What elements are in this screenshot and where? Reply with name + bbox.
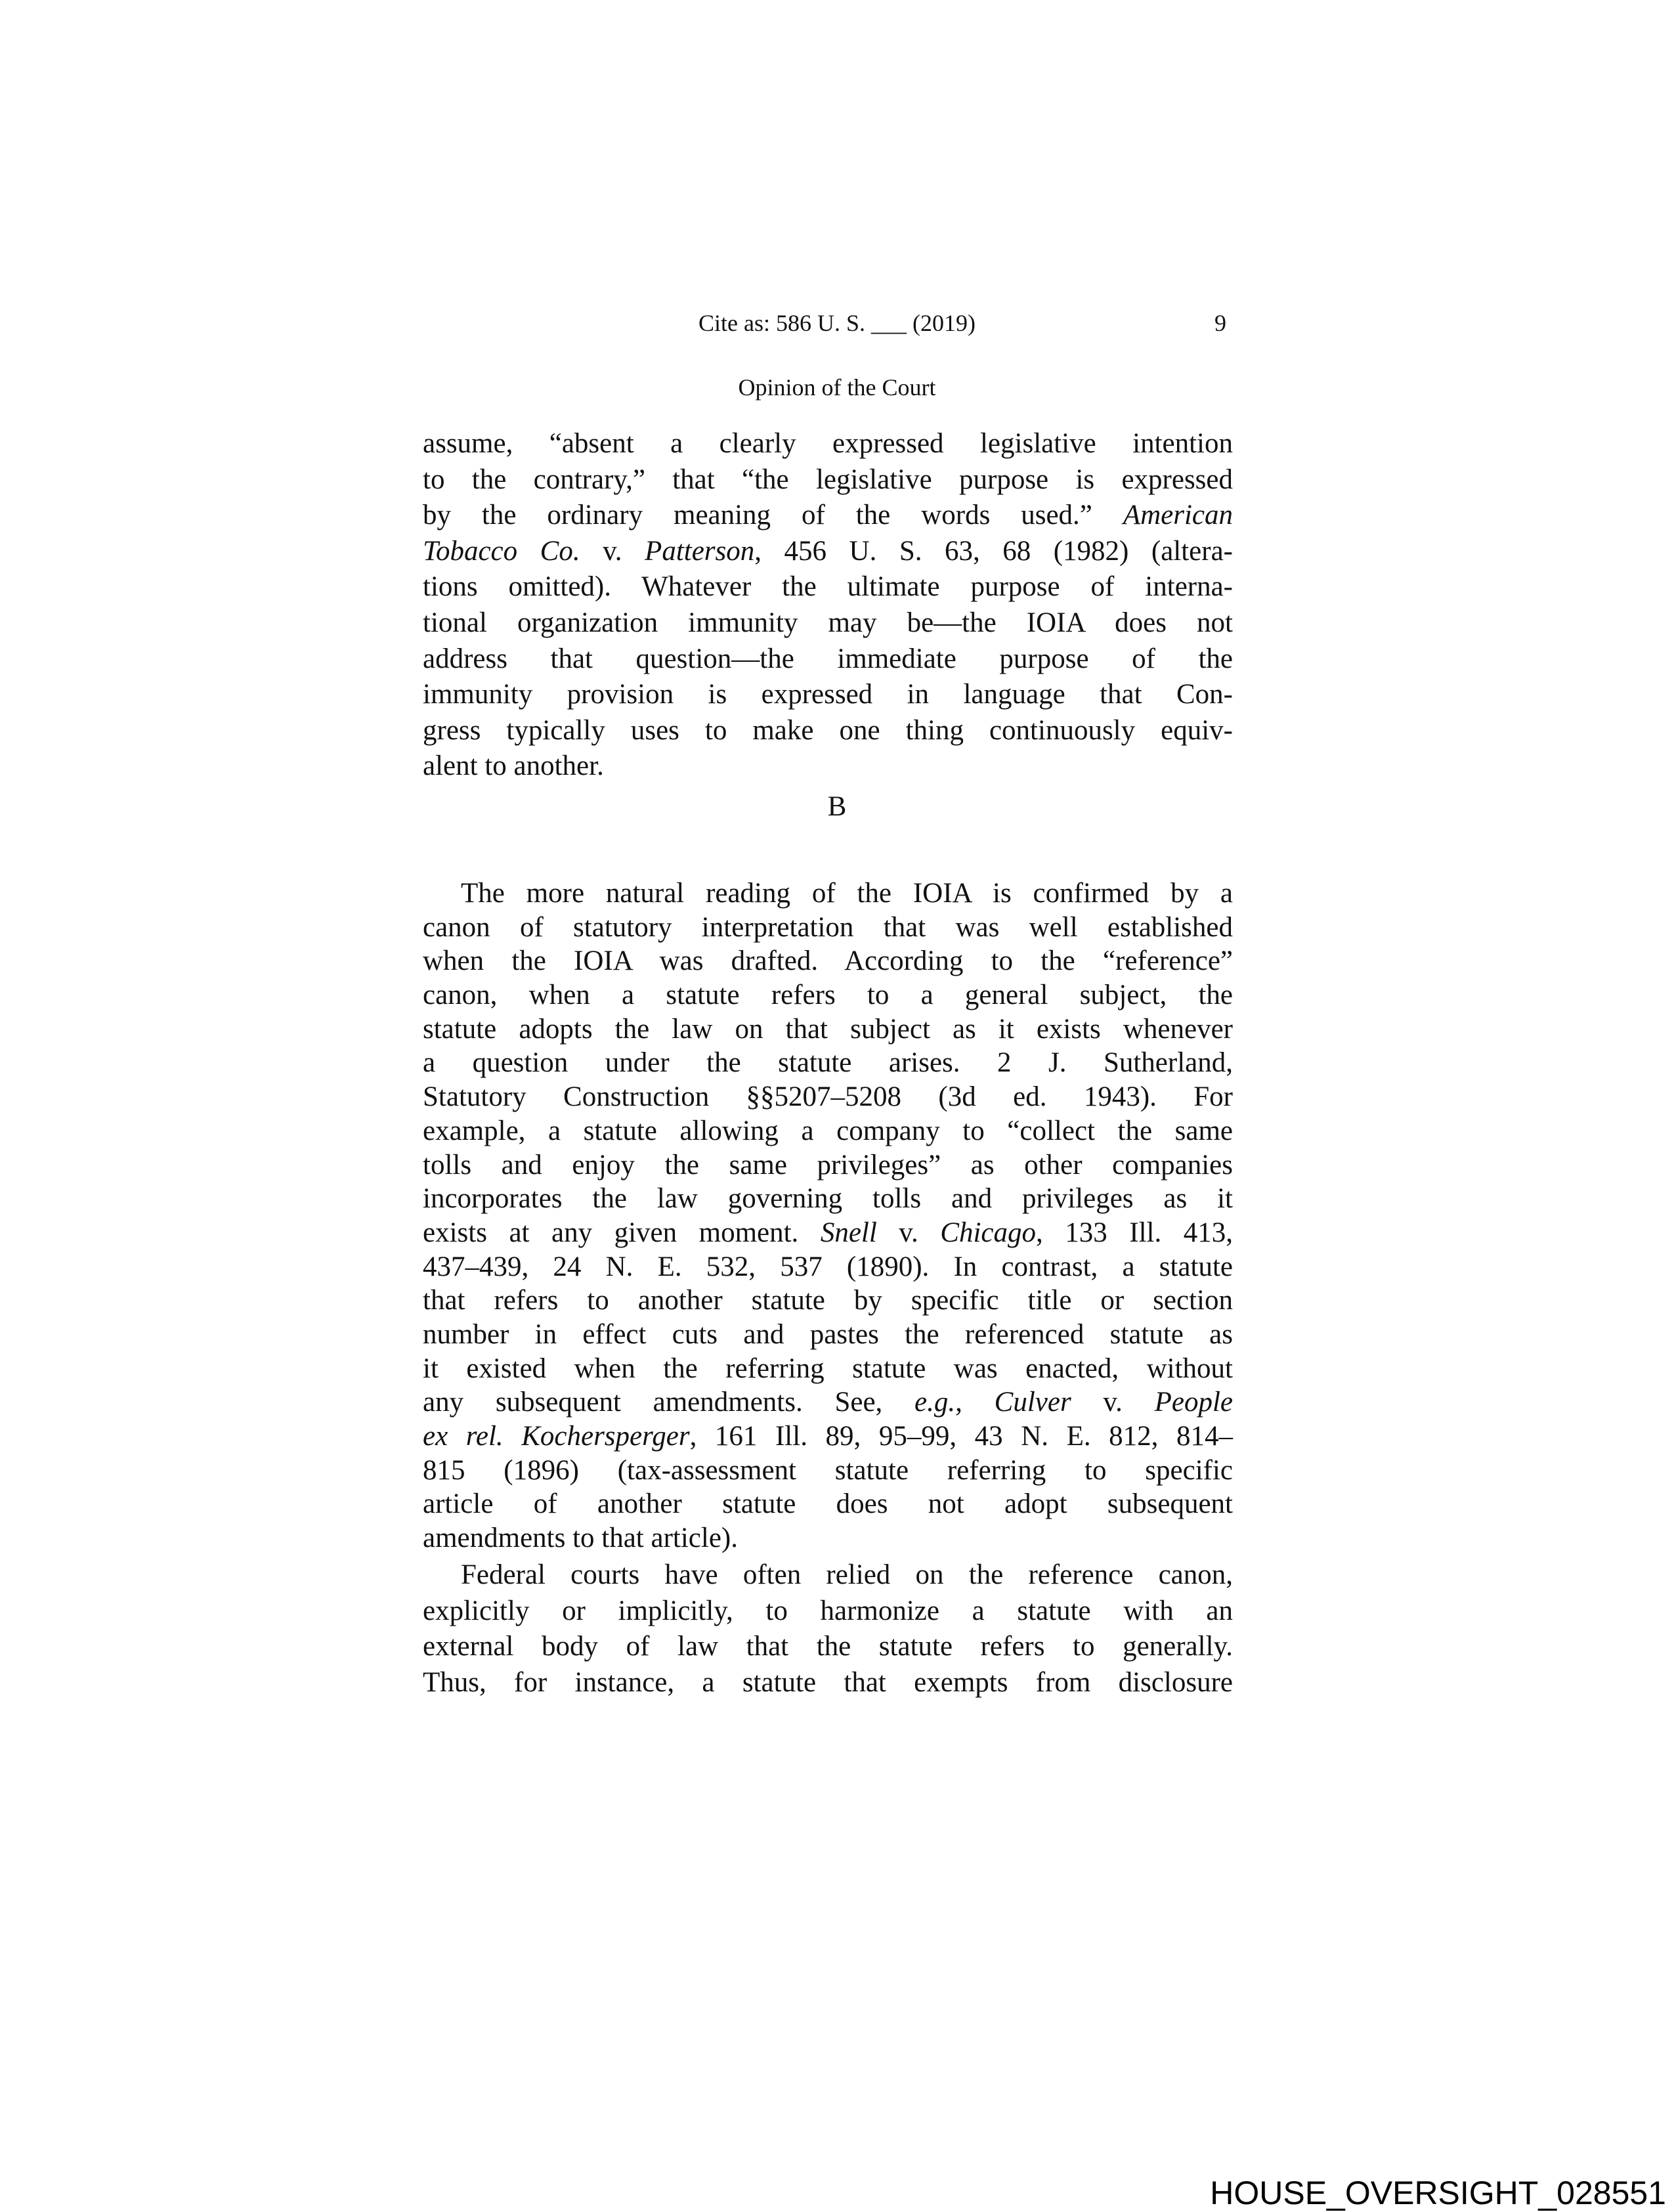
text-segment: external body of law that the statute refers to generally.	[423, 1631, 1233, 1662]
running-title: Opinion of the Court	[738, 374, 936, 401]
text-segment: it existed when the referring statute was enacted, without	[423, 1353, 1233, 1384]
text-segment: v.	[1071, 1387, 1155, 1418]
text-line	[423, 462, 1233, 498]
paragraph	[423, 426, 1233, 785]
text-line	[423, 1216, 1233, 1250]
text-segment: canon of statutory interpretation that was well established	[423, 911, 1233, 943]
text-segment: immunity provision is expressed in language that Con-	[423, 679, 1233, 710]
text-line	[423, 1487, 1233, 1521]
text-line	[423, 1557, 1233, 1594]
text-segment: assume, “absent a clearly expressed legislative intention	[423, 428, 1233, 459]
text-segment: explicitly or implicitly, to harmonize a statute with an	[423, 1595, 1233, 1626]
text-segment: , 133 Ill. 413,	[1036, 1217, 1233, 1248]
text-segment: example, a statute allowing a company to “collect the same	[423, 1115, 1233, 1146]
text-line	[423, 498, 1233, 534]
text-segment: 437–439, 24 N. E. 532, 537 (1890). In contrast, a statute	[423, 1251, 1233, 1282]
text-segment: 815 (1896) (tax-assessment statute referring to specific	[423, 1454, 1233, 1486]
text-segment: tions omitted). Whatever the ultimate purpose of interna-	[423, 571, 1233, 603]
text-segment: alent to another.	[423, 750, 604, 782]
section-heading: B	[827, 791, 847, 822]
text-segment: when the IOIA was drafted. According to the “reference”	[423, 945, 1233, 977]
text-line	[423, 1284, 1233, 1318]
text-segment: gress typically uses to make one thing continuously equiv-	[423, 714, 1233, 746]
text-segment: by the ordinary meaning of the words used.”	[423, 500, 1123, 531]
text-segment	[962, 1387, 995, 1418]
text-line	[423, 677, 1233, 713]
text-segment: v.	[876, 1217, 941, 1248]
text-line	[423, 1318, 1233, 1352]
italic-citation: e.g.,	[914, 1387, 962, 1418]
text-line	[423, 1080, 1233, 1114]
text-line	[423, 1352, 1233, 1386]
italic-citation: Chicago	[940, 1217, 1036, 1248]
text-line	[423, 1385, 1233, 1420]
text-line	[423, 1114, 1233, 1148]
italic-citation: ex rel. Kochersperger	[423, 1421, 690, 1452]
text-line	[423, 978, 1233, 1012]
text-segment: canon, when a statute refers to a general subject, the	[423, 980, 1233, 1011]
text-segment: tolls and enjoy the same privileges” as other companies	[423, 1149, 1233, 1181]
text-line	[423, 713, 1233, 749]
text-segment: Federal courts have often relied on the reference canon,	[461, 1559, 1233, 1590]
text-line	[423, 1454, 1233, 1488]
text-segment: v.	[580, 535, 645, 567]
text-segment: exists at any given moment.	[423, 1217, 821, 1248]
text-segment: any subsequent amendments. See,	[423, 1387, 915, 1418]
text-segment: number in effect cuts and pastes the referenced statute as	[423, 1318, 1233, 1350]
text-segment: incorporates the law governing tolls and privileges as it	[423, 1183, 1233, 1215]
text-line	[423, 641, 1233, 678]
text-segment: , 456 U. S. 63, 68 (1982) (altera-	[754, 535, 1233, 567]
italic-citation: Patterson	[645, 535, 755, 567]
text-line	[423, 877, 1233, 911]
text-segment: amendments to that article).	[423, 1523, 738, 1554]
text-segment: , 161 Ill. 89, 95–99, 43 N. E. 812, 814–	[689, 1421, 1233, 1452]
text-segment: Thus, for instance, a statute that exempts from disclosure	[423, 1666, 1233, 1698]
italic-citation: Snell	[820, 1217, 877, 1248]
text-line	[423, 534, 1233, 570]
text-segment: statute adopts the law on that subject as it exists whenever	[423, 1013, 1233, 1045]
text-line	[423, 1250, 1233, 1284]
text-line	[423, 1046, 1233, 1080]
text-line	[423, 605, 1233, 641]
text-line	[423, 1521, 1233, 1555]
italic-citation: People	[1154, 1387, 1234, 1418]
text-line	[423, 1594, 1233, 1630]
italic-citation: American	[1123, 500, 1233, 531]
text-line	[423, 748, 1233, 785]
text-line	[423, 911, 1233, 945]
bates-stamp: HOUSE_OVERSIGHT_028551	[1210, 2175, 1666, 2211]
italic-citation: Tobacco Co.	[423, 535, 580, 567]
text-segment: to the contrary,” that “the legislative purpose is expressed	[423, 464, 1233, 495]
text-line	[423, 944, 1233, 978]
text-segment: article of another statute does not adopt subsequent	[423, 1488, 1233, 1520]
text-line	[423, 1182, 1233, 1216]
text-segment: The more natural reading of the IOIA is confirmed by a	[461, 878, 1233, 909]
text-line	[423, 426, 1233, 462]
paragraph	[423, 877, 1233, 1555]
text-segment: a question under the statute arises. 2 J. Sutherland,	[423, 1047, 1233, 1079]
paragraph	[423, 1557, 1233, 1701]
text-line	[423, 569, 1233, 605]
citation-header: Cite as: 586 U. S. ___ (2019)	[698, 310, 976, 336]
text-line	[423, 1012, 1233, 1047]
text-segment: Statutory Construction §§5207–5208 (3d ed. 1943). For	[423, 1081, 1233, 1113]
text-line	[423, 1420, 1233, 1454]
text-line	[423, 1629, 1233, 1665]
page-number: 9	[1214, 310, 1226, 336]
text-segment: that refers to another statute by specific title or section	[423, 1285, 1233, 1316]
text-segment: tional organization immunity may be—the IOIA does not	[423, 607, 1233, 638]
text-line	[423, 1665, 1233, 1701]
italic-citation: Culver	[994, 1387, 1071, 1418]
text-segment: address that question—the immediate purpose of the	[423, 643, 1233, 674]
text-line	[423, 1148, 1233, 1182]
